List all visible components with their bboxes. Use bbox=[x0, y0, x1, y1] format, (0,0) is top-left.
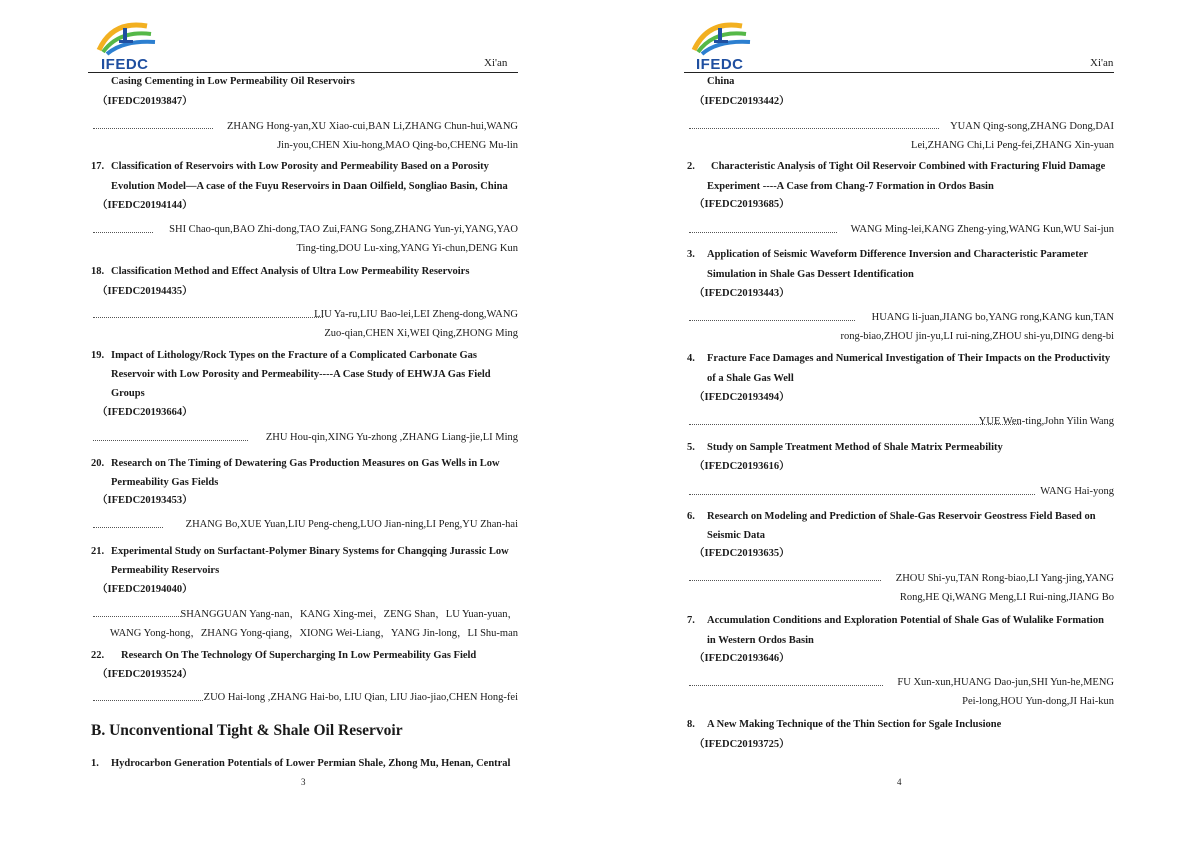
entry-authors bbox=[186, 515, 518, 534]
entry-number: 20. bbox=[91, 458, 105, 469]
entry-code: （IFEDC20194040） bbox=[97, 584, 193, 595]
entry-title: Fracture Face Damages and Numerical Investigation of Their Impacts on the Productivity bbox=[707, 353, 1111, 364]
section-heading: B. Unconventional Tight & Shale Oil Reservoir bbox=[91, 722, 403, 739]
entry-authors bbox=[897, 673, 1114, 711]
entry-authors bbox=[227, 117, 518, 155]
header-city: Xi'an bbox=[1090, 57, 1114, 69]
header-city: Xi'an bbox=[484, 57, 508, 69]
entry-number: 8. bbox=[687, 719, 695, 730]
entry-code: （IFEDC20193635） bbox=[694, 548, 790, 559]
entry-title: Characteristic Analysis of Tight Oil Reservoir Combined with Fracturing Fluid Damage bbox=[711, 161, 1106, 172]
authors-line: Pei-long,HOU Yun-dong,JI Hai-kun bbox=[962, 696, 1114, 707]
entry-authors bbox=[851, 220, 1114, 239]
entry-authors bbox=[979, 412, 1114, 431]
entry-title: Classification of Reservoirs with Low Porosity and Permeability Based on a Porosity bbox=[111, 161, 489, 172]
leader-dots bbox=[689, 424, 1021, 425]
authors-line: ZHANG Bo,XUE Yuan,LIU Peng-cheng,LUO Jian-ning,LI Peng,YU Zhan-hai bbox=[185, 519, 518, 530]
leader-dots bbox=[689, 232, 837, 233]
leader-dots bbox=[689, 580, 881, 581]
entry-number: 6. bbox=[687, 511, 695, 522]
entry-number: 2. bbox=[687, 161, 695, 172]
entry-code: （IFEDC20193494） bbox=[694, 392, 790, 403]
leader-dots bbox=[93, 128, 213, 129]
page-number: 3 bbox=[301, 777, 306, 787]
entry-code: （IFEDC20193685） bbox=[694, 199, 790, 210]
ifedc-logo bbox=[688, 16, 758, 74]
authors-line: FU Xun-xun,HUANG Dao-jun,SHI Yun-he,MENG bbox=[897, 677, 1114, 688]
authors-line: ZHU Hou-qin,XING Yu-zhong ,ZHANG Liang-jie,LI Ming bbox=[265, 432, 518, 443]
entry-title: of a Shale Gas Well bbox=[707, 373, 794, 384]
entry-title: Permeability Reservoirs bbox=[111, 565, 220, 576]
entry-title: Research on Modeling and Prediction of Shale-Gas Reservoir Geostress Field Based on bbox=[707, 511, 1096, 522]
entry-title: Reservoir with Low Porosity and Permeability----A Case Study of EHWJA Gas Field bbox=[111, 369, 491, 380]
entry-code: （IFEDC20193442） bbox=[694, 96, 790, 107]
entry-title: Seismic Data bbox=[707, 530, 766, 541]
entry-authors bbox=[1040, 482, 1114, 501]
logo-emblem-icon bbox=[93, 16, 163, 58]
entry-code: （IFEDC20193646） bbox=[694, 653, 790, 664]
entry-number: 5. bbox=[687, 442, 695, 453]
entry-title: Groups bbox=[111, 388, 145, 399]
entry-code: （IFEDC20193664） bbox=[97, 407, 193, 418]
entry-code: （IFEDC20193616） bbox=[694, 461, 790, 472]
header-rule bbox=[88, 72, 518, 73]
logo-text: IFEDC bbox=[101, 56, 149, 73]
entry-code: （IFEDC20193847） bbox=[97, 96, 193, 107]
entry-authors bbox=[314, 305, 518, 343]
entry-number: 1. bbox=[91, 758, 99, 769]
entry-code: （IFEDC20193453） bbox=[97, 495, 193, 506]
entry-authors bbox=[169, 220, 518, 258]
authors-line: Ting-ting,DOU Lu-xing,YANG Yi-chun,DENG Kun bbox=[296, 243, 518, 254]
entry-code: （IFEDC20193725） bbox=[694, 739, 790, 750]
entry-title: Casing Cementing in Low Permeability Oil Reservoirs bbox=[111, 76, 355, 87]
ifedc-logo bbox=[93, 16, 163, 74]
authors-line: HUANG li-juan,JIANG bo,YANG rong,KANG kun,TAN bbox=[871, 312, 1114, 323]
entry-authors bbox=[110, 605, 518, 643]
entry-authors bbox=[204, 688, 518, 707]
entry-title: Permeability Gas Fields bbox=[111, 477, 219, 488]
entry-number: 17. bbox=[91, 161, 105, 172]
authors-line: rong-biao,ZHOU jin-yu,LI rui-ning,ZHOU shi-yu,DING deng-bi bbox=[840, 331, 1114, 342]
entry-title: Application of Seismic Waveform Difference Inversion and Characteristic Parameter bbox=[707, 249, 1089, 260]
entry-code: （IFEDC20194435） bbox=[97, 286, 193, 297]
entry-authors bbox=[896, 569, 1114, 607]
authors-line: ZUO Hai-long ,ZHANG Hai-bo, LIU Qian, LIU Jiao-jiao,CHEN Hong-fei bbox=[203, 692, 518, 703]
authors-line: SHANGGUAN Yang-nan，KANG Xing-mei，ZENG Shan，LU Yuan-yuan， bbox=[180, 609, 518, 620]
entry-title: in Western Ordos Basin bbox=[707, 635, 814, 646]
entry-authors bbox=[911, 117, 1114, 155]
logo-text: IFEDC bbox=[696, 56, 744, 73]
leader-dots bbox=[689, 128, 939, 129]
leader-dots bbox=[689, 494, 1035, 495]
entry-authors bbox=[840, 308, 1114, 346]
authors-line: Lei,ZHANG Chi,Li Peng-fei,ZHANG Xin-yuan bbox=[911, 140, 1114, 151]
entry-title: Experimental Study on Surfactant-Polymer Binary Systems for Changqing Jurassic Low bbox=[111, 546, 509, 557]
authors-line: LIU Ya-ru,LIU Bao-lei,LEI Zheng-dong,WANG bbox=[314, 309, 518, 320]
authors-line: YUAN Qing-song,ZHANG Dong,DAI bbox=[950, 121, 1114, 132]
entry-number: 7. bbox=[687, 615, 695, 626]
leader-dots bbox=[689, 685, 883, 686]
entry-number: 22. bbox=[91, 650, 105, 661]
entry-title: Classification Method and Effect Analysis of Ultra Low Permeability Reservoirs bbox=[111, 266, 470, 277]
page-number: 4 bbox=[897, 777, 902, 787]
entry-title: Impact of Lithology/Rock Types on the Fracture of a Complicated Carbonate Gas bbox=[111, 350, 478, 361]
header-rule bbox=[684, 72, 1114, 73]
entry-title: A New Making Technique of the Thin Section for Sgale Inclusione bbox=[707, 719, 1002, 730]
entry-title: Study on Sample Treatment Method of Shale Matrix Permeability bbox=[707, 442, 1003, 453]
leader-dots bbox=[689, 320, 855, 321]
authors-line: YUE Wen-ting,John Yilin Wang bbox=[978, 416, 1114, 427]
authors-line: WANG Yong-hong，ZHANG Yong-qiang，XIONG Wei-Liang，YANG Jin-long，LI Shu-man bbox=[109, 628, 518, 639]
entry-number: 19. bbox=[91, 350, 105, 361]
entry-authors bbox=[266, 428, 518, 447]
authors-line: WANG Ming-lei,KANG Zheng-ying,WANG Kun,WU Sai-jun bbox=[850, 224, 1114, 235]
entry-title: Research on The Timing of Dewatering Gas Production Measures on Gas Wells in Low bbox=[111, 458, 500, 469]
entry-title: Accumulation Conditions and Exploration Potential of Shale Gas of Wulalike Formation bbox=[707, 615, 1104, 626]
entry-number: 21. bbox=[91, 546, 105, 557]
leader-dots bbox=[93, 317, 323, 318]
entry-title: Simulation in Shale Gas Dessert Identification bbox=[707, 269, 914, 280]
leader-dots bbox=[93, 232, 153, 233]
entry-title: Research On The Technology Of Supercharging In Low Permeability Gas Field bbox=[121, 650, 477, 661]
entry-title: Evolution Model—A case of the Fuyu Reservoirs in Daan Oilfield, Songliao Basin, China bbox=[111, 181, 508, 192]
entry-code: （IFEDC20193443） bbox=[694, 288, 790, 299]
authors-line: ZHANG Hong-yan,XU Xiao-cui,BAN Li,ZHANG Chun-hui,WANG bbox=[226, 121, 518, 132]
logo-emblem-icon bbox=[688, 16, 758, 58]
entry-title: Experiment ----A Case from Chang-7 Formation in Ordos Basin bbox=[707, 181, 994, 192]
authors-line: WANG Hai-yong bbox=[1040, 486, 1114, 497]
entry-number: 4. bbox=[687, 353, 695, 364]
entry-number: 3. bbox=[687, 249, 695, 260]
entry-code: （IFEDC20193524） bbox=[97, 669, 193, 680]
entry-number: 18. bbox=[91, 266, 105, 277]
entry-title: Hydrocarbon Generation Potentials of Lower Permian Shale, Zhong Mu, Henan, Central bbox=[111, 758, 511, 769]
leader-dots bbox=[93, 527, 163, 528]
leader-dots bbox=[93, 700, 203, 701]
leader-dots bbox=[93, 440, 248, 441]
authors-line: Zuo-qian,CHEN Xi,WEI Qing,ZHONG Ming bbox=[324, 328, 518, 339]
authors-line: SHI Chao-qun,BAO Zhi-dong,TAO Zui,FANG Song,ZHANG Yun-yi,YANG,YAO bbox=[169, 224, 518, 235]
authors-line: ZHOU Shi-yu,TAN Rong-biao,LI Yang-jing,YANG bbox=[895, 573, 1114, 584]
authors-line: Jin-you,CHEN Xiu-hong,MAO Qing-bo,CHENG Mu-lin bbox=[277, 140, 518, 151]
entry-code: （IFEDC20194144） bbox=[97, 200, 193, 211]
entry-title: China bbox=[707, 76, 735, 87]
authors-line: Rong,HE Qi,WANG Meng,LI Rui-ning,JIANG Bo bbox=[899, 592, 1114, 603]
